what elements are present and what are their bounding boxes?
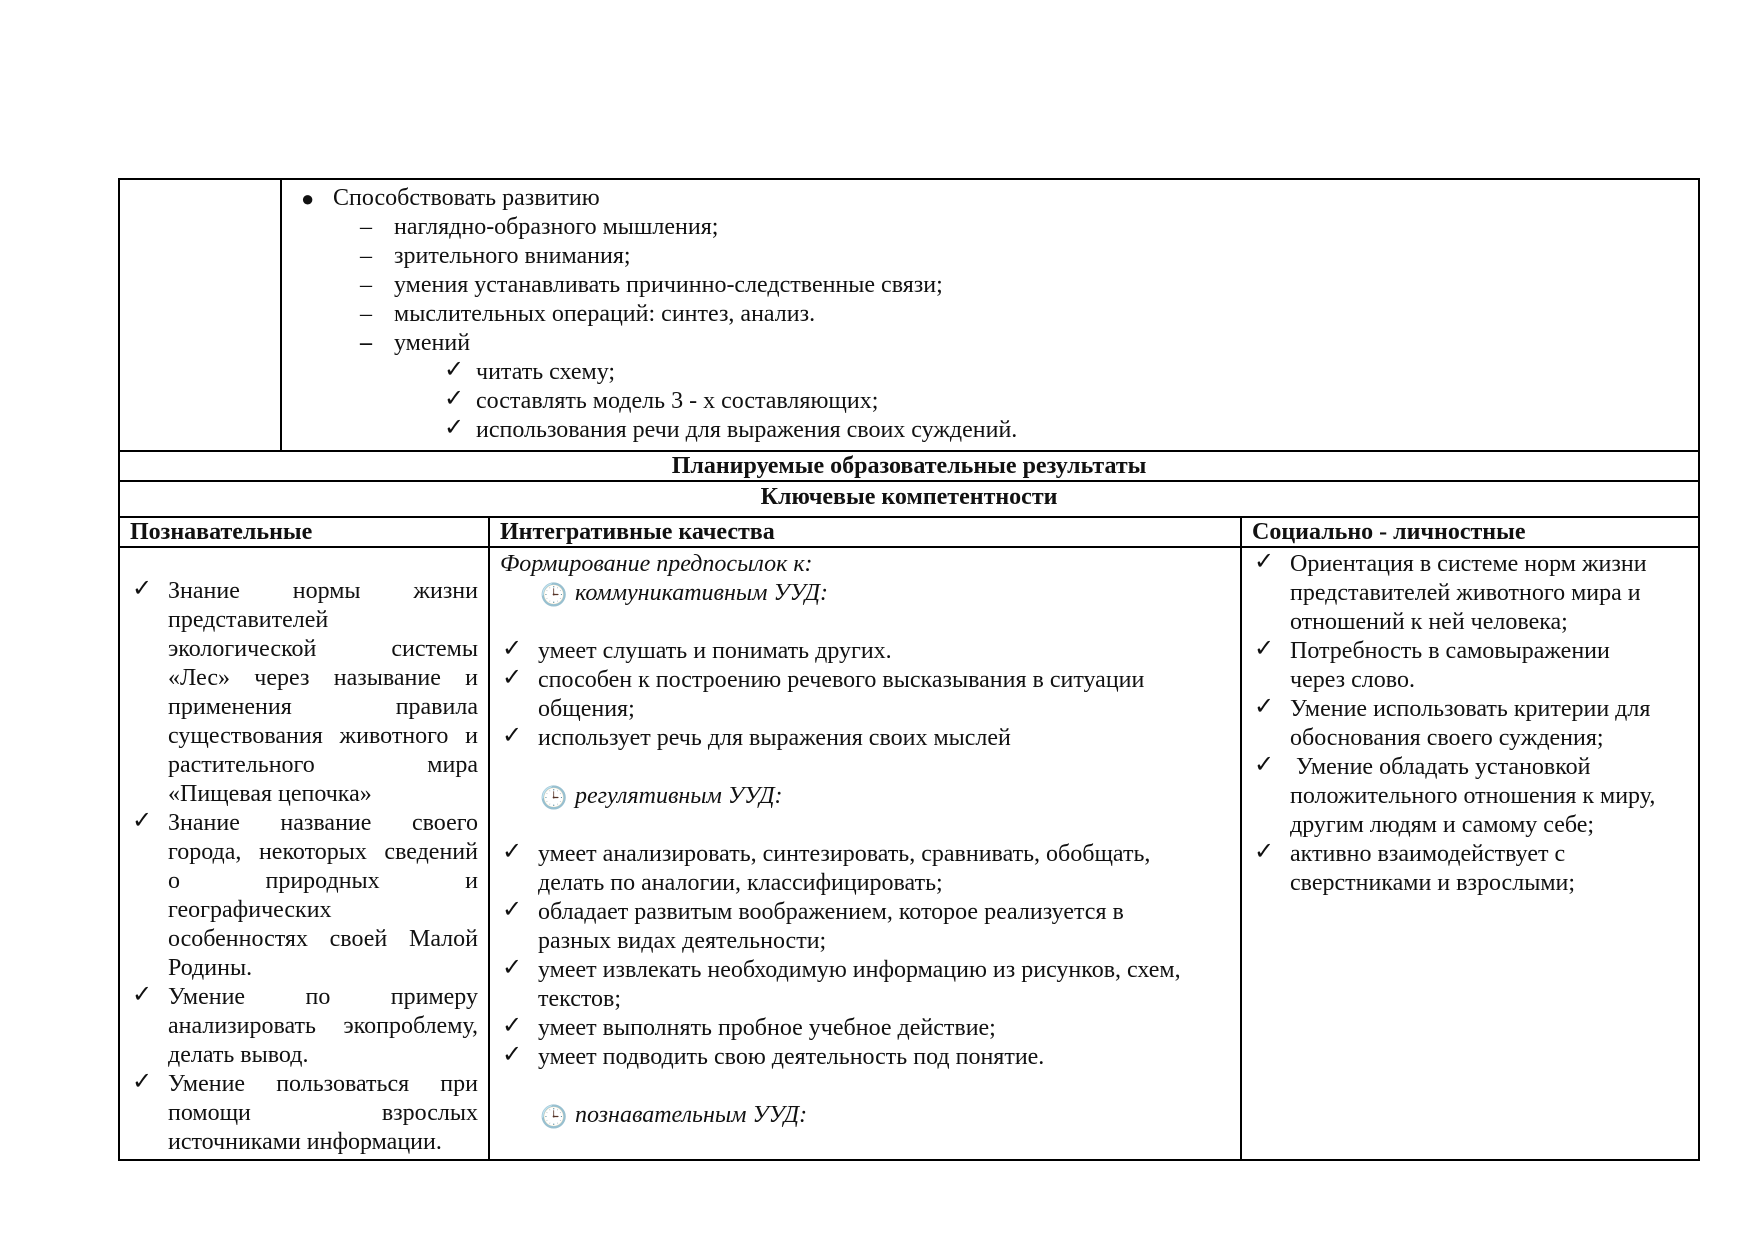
dash-item xyxy=(290,271,1690,300)
column-header-cognitive: Познавательные xyxy=(119,517,489,547)
cognitive-line: экологической системы xyxy=(168,636,478,662)
column-header-integrative: Интегративные качества xyxy=(489,517,1241,547)
cognitive-line: источниками информации. xyxy=(168,1129,442,1155)
checkmark-icon: ✓ xyxy=(502,955,523,981)
clock-icon: 🕒 xyxy=(540,582,568,607)
checkmark-icon: ✓ xyxy=(132,982,153,1008)
intro-bullet xyxy=(290,184,1690,213)
bullet-icon: ● xyxy=(301,186,315,211)
dash-icon: – xyxy=(360,301,372,327)
social-line: положительного отношения к миру, xyxy=(1290,783,1656,809)
check-item-text: использования речи для выражения своих суждений. xyxy=(476,417,1018,443)
intro-bullet-text: Способствовать развитию xyxy=(333,185,600,211)
cognitive-item xyxy=(130,577,478,809)
checkmark-icon: ✓ xyxy=(444,415,465,441)
checkmark-icon: ✓ xyxy=(502,1013,523,1039)
cognitive-line: Умение пользоваться при xyxy=(168,1071,478,1097)
integrative-line: умеет выполнять пробное учебное действие; xyxy=(538,1015,996,1041)
integrative-item xyxy=(500,1043,1230,1072)
checkmark-icon: ✓ xyxy=(502,897,523,923)
dash-icon: – xyxy=(360,243,372,269)
cognitive-line: анализировать экопроблему, xyxy=(168,1013,478,1039)
integrative-cell xyxy=(489,547,1241,1160)
checkmark-icon: ✓ xyxy=(502,665,523,691)
clock-icon: 🕒 xyxy=(540,785,568,810)
checkmark-icon: ✓ xyxy=(1254,752,1275,778)
integrative-line: разных видах деятельности; xyxy=(538,928,827,954)
social-line: Умение использовать критерии для xyxy=(1290,696,1651,722)
social-item xyxy=(1252,753,1688,840)
checkmark-icon: ✓ xyxy=(1254,549,1275,575)
dash-item-text: умения устанавливать причинно-следственные связи; xyxy=(394,272,943,298)
checkmark-icon: ✓ xyxy=(502,723,523,749)
dash-item-text: наглядно-образного мышления; xyxy=(394,214,719,240)
integrative-line: делать по аналогии, классифицировать; xyxy=(538,870,943,896)
cognitive-uud-label-text: познавательным УУД: xyxy=(575,1102,808,1128)
check-item-text: читать схему; xyxy=(476,359,616,385)
regulative-label xyxy=(500,782,1230,811)
social-line: Ориентация в системе норм жизни xyxy=(1290,551,1647,577)
checkmark-icon: ✓ xyxy=(444,386,465,412)
cognitive-line: Знание нормы жизни xyxy=(168,578,478,604)
checkmark-icon: ✓ xyxy=(1254,839,1275,865)
subsection-title: Ключевые компетентности xyxy=(119,481,1699,517)
social-line: отношений к ней человека; xyxy=(1290,609,1568,635)
check-item xyxy=(290,387,1690,416)
dash-item xyxy=(290,329,1690,358)
communicative-label-text: коммуникативным УУД: xyxy=(575,580,829,606)
cognitive-cell xyxy=(119,547,489,1160)
checkmark-icon: ✓ xyxy=(1254,636,1275,662)
cognitive-line: делать вывод. xyxy=(168,1042,309,1068)
lesson-plan-table xyxy=(118,178,1700,1161)
integrative-item xyxy=(500,898,1230,956)
cognitive-line: существования животного и xyxy=(168,723,478,749)
integrative-item xyxy=(500,666,1230,724)
checkmark-icon: ✓ xyxy=(502,636,523,662)
social-line: другим людям и самому себе; xyxy=(1290,812,1595,838)
dash-item xyxy=(290,213,1690,242)
section-title: Планируемые образовательные результаты xyxy=(119,451,1699,481)
integrative-item xyxy=(500,840,1230,898)
integrative-line: использует речь для выражения своих мыслей xyxy=(538,725,1011,751)
integrative-line: обладает развитым воображением, которое реализуется в xyxy=(538,899,1124,925)
dash-item xyxy=(290,300,1690,329)
cognitive-item xyxy=(130,809,478,983)
cognitive-line: «Лес» через называние и xyxy=(168,665,478,691)
checkmark-icon: ✓ xyxy=(1254,694,1275,720)
column-header-row xyxy=(119,517,1699,547)
integrative-item xyxy=(500,1014,1230,1043)
cognitive-line: особенностях своей Малой xyxy=(168,926,478,952)
social-line: представителей животного мира и xyxy=(1290,580,1641,606)
cognitive-line: представителей xyxy=(168,607,329,633)
social-line: Потребность в самовыражении xyxy=(1290,638,1610,664)
cognitive-line: географических xyxy=(168,897,332,923)
social-line: через слово. xyxy=(1290,667,1415,693)
integrative-item xyxy=(500,724,1230,753)
section-title-row xyxy=(119,451,1699,481)
results-row xyxy=(119,547,1699,1160)
social-item xyxy=(1252,840,1688,898)
cognitive-line: применения правила xyxy=(168,694,478,720)
checkmark-icon: ✓ xyxy=(132,808,153,834)
checkmark-icon: ✓ xyxy=(444,357,465,383)
cognitive-line: помощи взрослых xyxy=(168,1100,478,1126)
social-cell xyxy=(1241,547,1699,1160)
dash-item-text: умений xyxy=(394,330,471,356)
dash-item-text: зрительного внимания; xyxy=(394,243,631,269)
intro-row xyxy=(119,179,1699,451)
cognitive-line: города, некоторых сведений xyxy=(168,839,478,865)
dash-icon: – xyxy=(360,272,372,298)
cognitive-line: Знание название своего xyxy=(168,810,478,836)
checkmark-icon: ✓ xyxy=(132,1069,153,1095)
subsection-title-row xyxy=(119,481,1699,517)
social-line: активно взаимодействует с xyxy=(1290,841,1566,867)
dash-icon: – xyxy=(360,214,372,240)
integrative-item xyxy=(500,637,1230,666)
integrative-line: умеет анализировать, синтезировать, сравнивать, обобщать, xyxy=(538,841,1151,867)
column-header-social: Социально - личностные xyxy=(1241,517,1699,547)
integrative-line: умеет подводить свою деятельность под понятие. xyxy=(538,1044,1045,1070)
checkmark-icon: ✓ xyxy=(132,576,153,602)
integrative-line: способен к построению речевого высказывания в ситуации xyxy=(538,667,1145,693)
check-item-text: составлять модель 3 - х составляющих; xyxy=(476,388,879,414)
check-item xyxy=(290,358,1690,387)
social-line: Умение обладать установкой xyxy=(1290,754,1591,780)
dash-icon: – xyxy=(360,330,372,356)
social-item xyxy=(1252,695,1688,753)
social-item xyxy=(1252,637,1688,695)
integrative-item xyxy=(500,956,1230,1014)
intro-cell xyxy=(281,179,1699,451)
cognitive-line: Родины. xyxy=(168,955,253,981)
communicative-label xyxy=(500,579,1230,608)
cognitive-uud-label xyxy=(500,1101,1230,1130)
cognitive-line: «Пищевая цепочка» xyxy=(168,781,372,807)
cognitive-line: Умение по примеру xyxy=(168,984,478,1010)
cognitive-line: о природных и xyxy=(168,868,478,894)
clock-icon: 🕒 xyxy=(540,1104,568,1129)
checkmark-icon: ✓ xyxy=(502,1042,523,1068)
social-line: обоснования своего суждения; xyxy=(1290,725,1604,751)
dash-item-text: мыслительных операций: синтез, анализ. xyxy=(394,301,816,327)
social-item xyxy=(1252,550,1688,637)
integrative-intro: Формирование предпосылок к: xyxy=(500,551,813,577)
integrative-line: общения; xyxy=(538,696,635,722)
social-line: сверстниками и взрослыми; xyxy=(1290,870,1576,896)
regulative-label-text: регулятивным УУД: xyxy=(575,783,783,809)
dash-item xyxy=(290,242,1690,271)
integrative-line: умеет извлекать необходимую информацию из рисунков, схем, xyxy=(538,957,1181,983)
integrative-line: умеет слушать и понимать других. xyxy=(538,638,892,664)
cognitive-item xyxy=(130,1070,478,1157)
integrative-line: текстов; xyxy=(538,986,622,1012)
cognitive-item xyxy=(130,983,478,1070)
checkmark-icon: ✓ xyxy=(502,839,523,865)
check-item xyxy=(290,416,1690,445)
cognitive-line: растительного мира xyxy=(168,752,478,778)
intro-empty-cell xyxy=(119,179,281,451)
